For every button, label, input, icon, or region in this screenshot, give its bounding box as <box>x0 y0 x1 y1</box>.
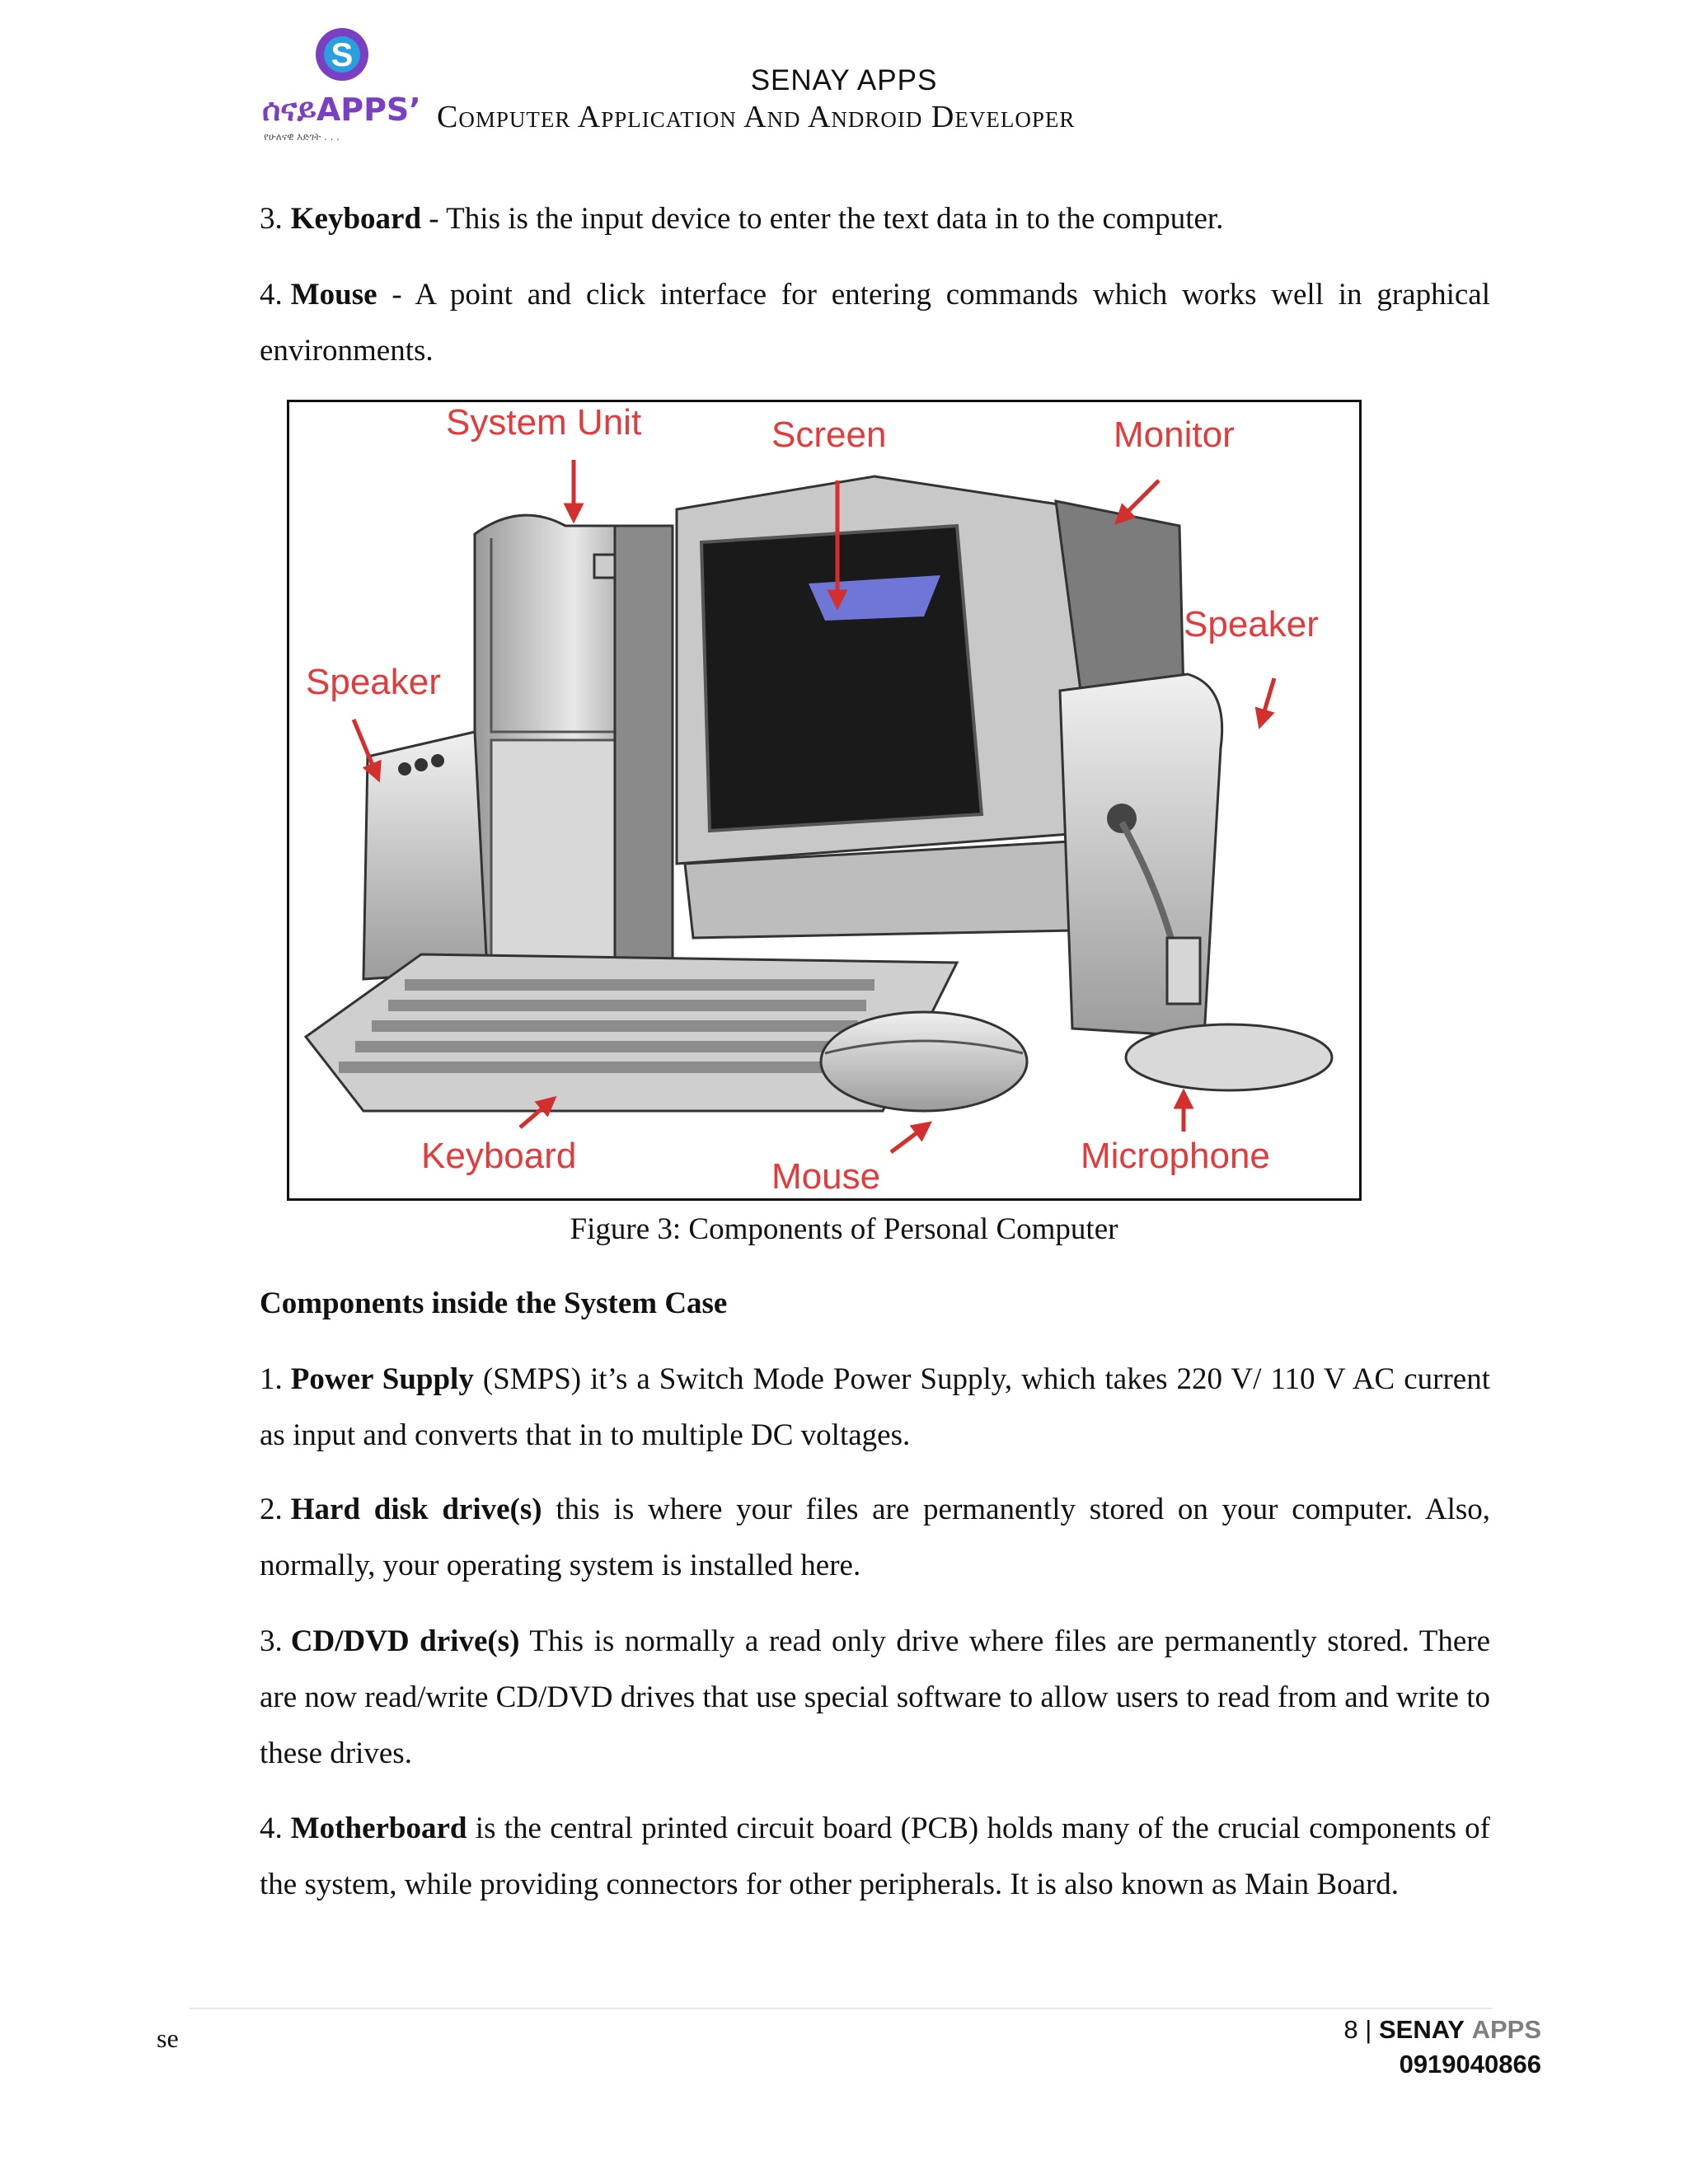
item-term: Keyboard <box>290 202 422 236</box>
page-number: 8 <box>1343 2015 1358 2044</box>
header-title: SENAY APPS <box>750 64 938 96</box>
label-keyboard: Keyboard <box>421 1136 577 1176</box>
list-item-keyboard <box>260 191 1490 247</box>
item-text: (SMPS) it’s a Switch Mode Power Supply, which takes 220 V/ 110 V AC current as input and converts that in to multiple DC voltages. <box>260 1362 1490 1452</box>
label-monitor: Monitor <box>1114 415 1235 455</box>
item-number: 3. <box>260 1624 283 1658</box>
label-system-unit: System Unit <box>446 402 642 443</box>
item-term: Power Supply <box>290 1362 474 1396</box>
label-microphone: Microphone <box>1081 1136 1270 1176</box>
label-screen: Screen <box>771 415 887 455</box>
item-term: CD/DVD drive(s) <box>290 1624 520 1658</box>
label-speaker-left: Speaker <box>306 662 441 702</box>
list-item-mouse <box>260 267 1490 379</box>
logo-wordmark: ሰናይAPPS’ <box>262 91 421 128</box>
list-item-cd-dvd <box>260 1614 1490 1782</box>
item-number: 2. <box>260 1493 283 1526</box>
item-number: 4. <box>260 278 283 312</box>
footer-page-line <box>1343 2013 1541 2047</box>
item-term: Motherboard <box>290 1811 467 1845</box>
logo-tagline: የሁለናዊ እድገት . . . <box>264 131 340 143</box>
list-item-hard-disk <box>260 1482 1490 1594</box>
header-subtitle: Computer Application And Android Developer <box>437 100 1076 134</box>
computer-illustration <box>289 402 1359 1198</box>
item-number: 4. <box>260 1811 283 1845</box>
item-term: Hard disk drive(s) <box>290 1493 542 1526</box>
item-text: is the central printed circuit board (PCB) holds many of the crucial components of the system, while providing connectors for other peripherals. It is also known as Main Board. <box>260 1811 1490 1901</box>
item-text: this is where your files are permanently stored on your computer. Also, normally, your operating system is installed here. <box>260 1493 1490 1582</box>
footer-left-text: se <box>157 2023 179 2053</box>
footer-brand-senay: SENAY <box>1378 2015 1465 2044</box>
logo-letter: S <box>331 37 354 73</box>
footer-brand-block <box>1343 2013 1541 2082</box>
figure-caption: Figure 3: Components of Personal Computer <box>570 1212 1118 1246</box>
item-number: 1. <box>260 1362 283 1396</box>
mouse <box>821 1012 1027 1111</box>
item-number: 3. <box>260 202 283 236</box>
item-term: Mouse <box>290 278 377 312</box>
label-mouse: Mouse <box>771 1156 881 1197</box>
item-text: - This is the input device to enter the text data in to the computer. <box>421 202 1224 236</box>
footer-phone: 0919040866 <box>1399 2050 1541 2079</box>
item-text: This is normally a read only drive where files are permanently stored. There are now read/write CD/DVD drives that use special software to allow users to read from and write to these drives. <box>260 1624 1491 1770</box>
computer-components-figure <box>287 400 1362 1201</box>
footer-separator: | <box>1365 2015 1372 2044</box>
list-item-motherboard <box>260 1801 1490 1913</box>
label-speaker-right: Speaker <box>1184 604 1319 644</box>
item-text: - A point and click interface for entering commands which works well in graphical environments. <box>260 278 1490 368</box>
list-item-power-supply <box>260 1352 1490 1464</box>
footer-brand-apps: APPS <box>1471 2015 1541 2044</box>
section-heading: Components inside the System Case <box>260 1286 728 1320</box>
left-speaker <box>363 732 487 979</box>
footer-divider <box>190 2008 1492 2009</box>
